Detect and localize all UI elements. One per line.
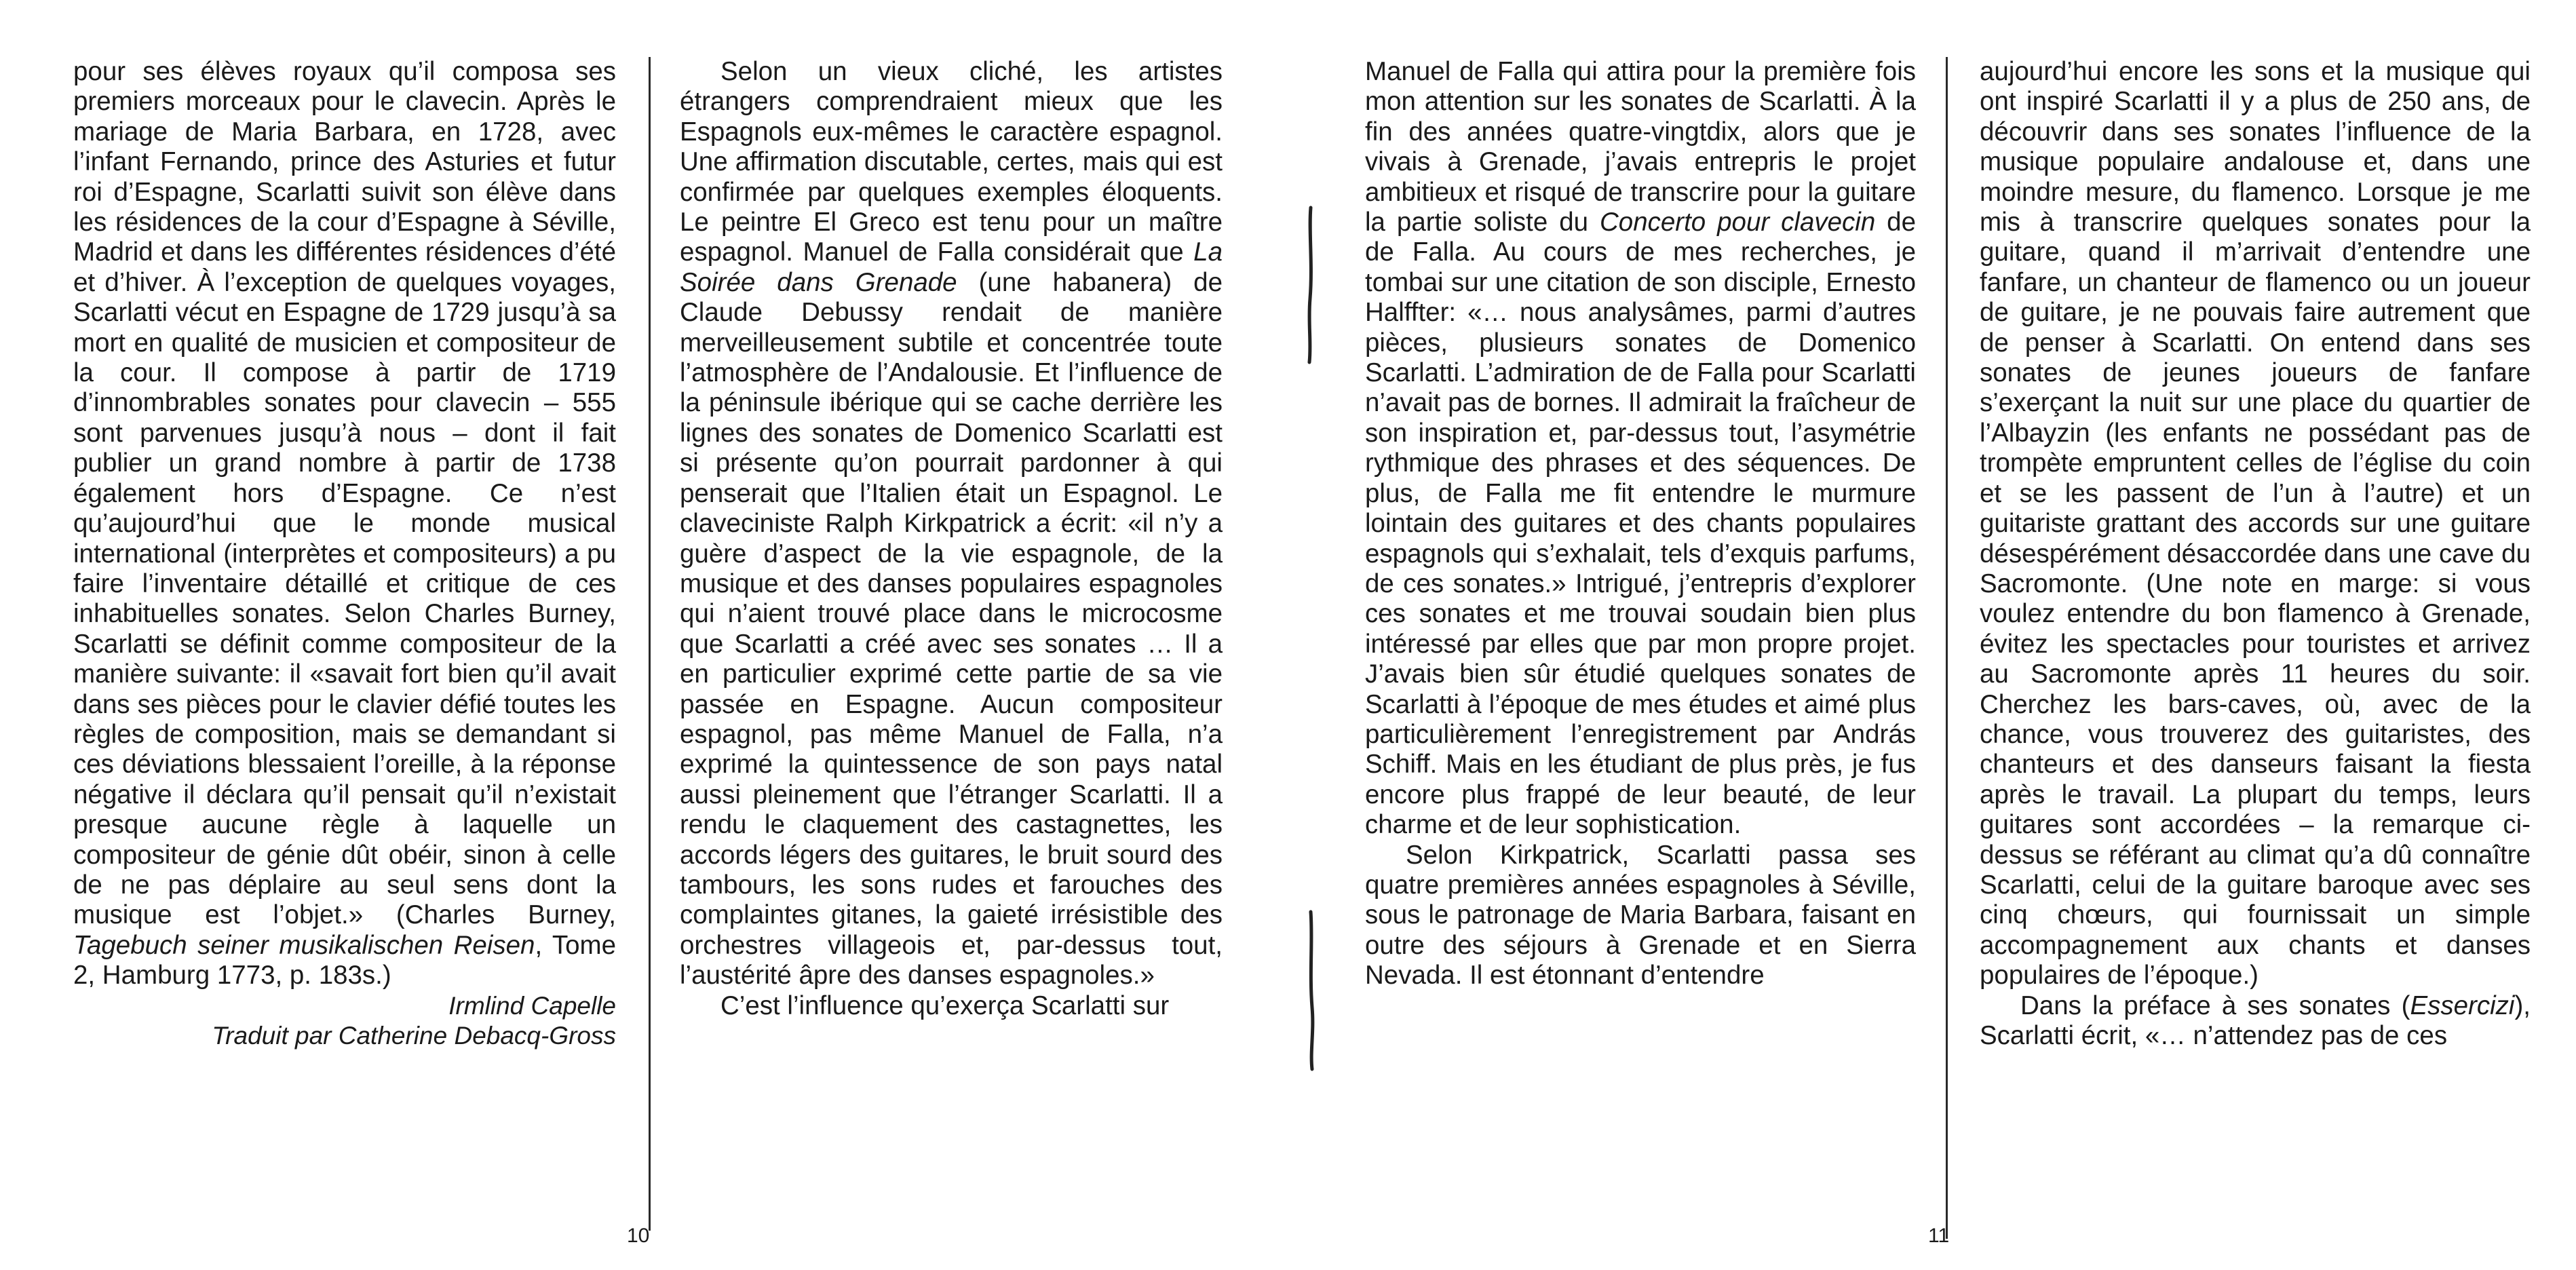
- page-11-column-1: [1365, 57, 1916, 991]
- work-title: Concerto pour clavecin: [1599, 208, 1876, 237]
- book-title: Tagebuch seiner musikalischen Reisen: [73, 930, 535, 960]
- page-number: 10: [627, 1225, 650, 1247]
- page-10-column-2: [680, 57, 1223, 1021]
- column-divider: [649, 57, 651, 1231]
- paragraph: pour ses élèves royaux qu’il composa ses premiers morceaux pour le clavecin. Après le mariage de Maria Barbara, en 1728, avec l’infant Fernando, prince des Asturies et futur roi d’Espagne, Scarlatti suivit son élève dans les résidences de la cour d’Espagne à Séville, Madrid et dans les différentes résidences d’été et d’hiver. À l’exception de quelques voyages, Scarlatti vécut en Espagne de 1729 jusqu’à sa mort en qualité de musicien et compositeur de la cour. Il compose à partir de 1719 d’innombrables sonates pour clavecin – 555 sont parvenues jusqu’à nous – dont il fait publier un grand nombre à partir de 1738 également hors d’Espagne. Ce n’est qu’aujourd’hui que le monde musical international (interprètes et compositeurs) a pu faire l’inventaire détaillé et critique de ces inhabituelles sonates. Selon Charles Burney, Scarlatti se définit comme compositeur de la manière suivante: il «savait fort bien qu’il avait dans ses pièces pour le clavier défié toutes les règles de composition, mais se demandant si ces déviations blessaient l’oreille, à la réponse négative il déclara qu’il pensait qu’il n’existait presque aucune règle à laquelle un compositeur de génie dût obéir, sinon à celle de ne pas déplaire au seul sens dont la musique est l’objet.» (Charles Burney, Tagebuch seiner musikalischen Reisen, Tome 2, Hamburg 1773, p. 183s.): [73, 57, 616, 990]
- work-title: La Soirée dans Grenade: [680, 237, 1223, 297]
- paragraph: Manuel de Falla qui attira pour la première fois mon attention sur les sonates de Scarlatti. À la fin des années quatre-vingtdix, alors que je vivais à Grenade, j’avais entrepris le projet ambitieux et risqué de transcrire pour la guitare la partie soliste du Concerto pour clavecin de de Falla. Au cours de mes recherches, je tombai sur une citation de son disciple, Ernesto Halffter: «… nous analysâmes, parmi d’autres pièces, plusieurs sonates de Domenico Scarlatti. L’admiration de de Falla pour Scarlatti n’avait pas de bornes. Il admirait la fraîcheur de son inspiration et, par-dessus tout, l’asymétrie rythmique des phrases et des séquences. De plus, de Falla me fit entendre le murmure lointain des guitares et des chants populaires espagnols qui s’exhalait, tels d’exquis parfums, de ces sonates.» Intrigué, j’entrepris d’explorer ces sonates et me trouvai soudain bien plus intéressé par elles que par mon propre projet. J’avais bien sûr étudié quelques sonates de Scarlatti à l’époque de mes études et aimé plus particulièrement l’enregistrement par András Schiff. Mais en les étudiant de plus près, je fus encore plus frappé de leur beauté, de leur charme et de leur sophistication.: [1365, 57, 1916, 840]
- binding-mark-icon: [1304, 909, 1320, 1072]
- paragraph: aujourd’hui encore les sons et la musique qui ont inspiré Scarlatti il y a plus de 250 ans, de découvrir dans ses sonates l’influence de la musique populaire andalouse et, dans une moindre mesure, du flamenco. Lorsque je me mis à transcrire quelques sonates pour la guitare, quand il m’arrivait d’entendre une fanfare, un chanteur de flamenco ou un joueur de guitare, je ne pouvais faire autrement que de penser à Scarlatti. On entend dans ses sonates de jeunes joueurs de fanfare s’exerçant la nuit sur une place du quartier de l’Albayzin (les enfants ne possédant pas de trompète empruntent celles de l’église du coin et se les passent de l’un à l’autre) et un guitariste grattant des accords sur une guitare désespérément désaccordée dans une cave du Sacromonte. (Une note en marge: si vous voulez entendre du bon flamenco à Grenade, évitez les spectacles pour touristes et arrivez au Sacromonte après 11 heures du soir. Cherchez les bars-caves, où, avec de la chance, vous trouverez des guitaristes, des chanteurs et des danseurs faisant la fiesta après le travail. La plupart du temps, leurs guitares sont accordées – la remarque ci-dessus se référant au climat qu’a dû connaître Scarlatti, celui de la guitare baroque avec ses cinq chœurs, qui fournissait un simple accompagnement aux chants et danses populaires de l’époque.): [1980, 57, 2531, 990]
- column-divider: [1946, 57, 1948, 1239]
- paragraph: Selon un vieux cliché, les artistes étrangers comprendraient mieux que les Espagnols eux-mêmes le caractère espagnol. Une affirmation discutable, certes, mais qui est confirmée par quelques exemples éloquents. Le peintre El Greco est tenu pour un maître espagnol. Manuel de Falla considérait que La Soirée dans Grenade (une habanera) de Claude Debussy rendait de manière merveilleusement subtile et concentrée toute l’atmosphère de l’Andalousie. Et l’influence de la péninsule ibérique qui se cache derrière les lignes des sonates de Domenico Scarlatti est si présente qu’on pourrait pardonner à qui penserait que l’Italien était un Espagnol. Le claveciniste Ralph Kirkpatrick a écrit: «il n’y a guère d’aspect de la vie espagnole, de la musique et des danses populaires espagnoles qui n’aient trouvé place dans le microcosme que Scarlatti a créé avec ses sonates … Il a en particulier exprimé cette partie de sa vie passée en Espagne. Aucun compositeur espagnol, pas même Manuel de Falla, n’a exprimé la quintessence de son pays natal aussi pleinement que l’étranger Scarlatti. Il a rendu le claquement des castagnettes, les accords légers des guitares, le bruit sourd des tambours, les sons rudes et farouches des complaintes gitanes, la gaieté irrésistible des orchestres villageois et, par-dessus tout, l’austérité âpre des danses espagnoles.»: [680, 57, 1223, 990]
- paragraph: Dans la préface à ses sonates (Essercizi), Scarlatti écrit, «… n’attendez pas de ces: [1980, 990, 2531, 1050]
- work-title: Essercizi: [2410, 990, 2515, 1020]
- translator-credit: Traduit par Catherine Debacq-Gross: [212, 1021, 616, 1050]
- page-11-column-2: [1980, 57, 2531, 1051]
- paragraph: Selon Kirkpatrick, Scarlatti passa ses quatre premières années espagnoles à Séville, sous le patronage de Maria Barbara, faisant en outre des séjours à Grenade et en Sierra Nevada. Il est étonnant d’entendre: [1365, 840, 1916, 990]
- page-number: 11: [1928, 1225, 1950, 1247]
- binding-mark-icon: [1303, 204, 1319, 366]
- page-10-column-1: [73, 57, 616, 1051]
- paragraph: C’est l’influence qu’exerça Scarlatti sur: [720, 990, 1170, 1020]
- author-signature: Irmlind Capelle: [448, 991, 616, 1020]
